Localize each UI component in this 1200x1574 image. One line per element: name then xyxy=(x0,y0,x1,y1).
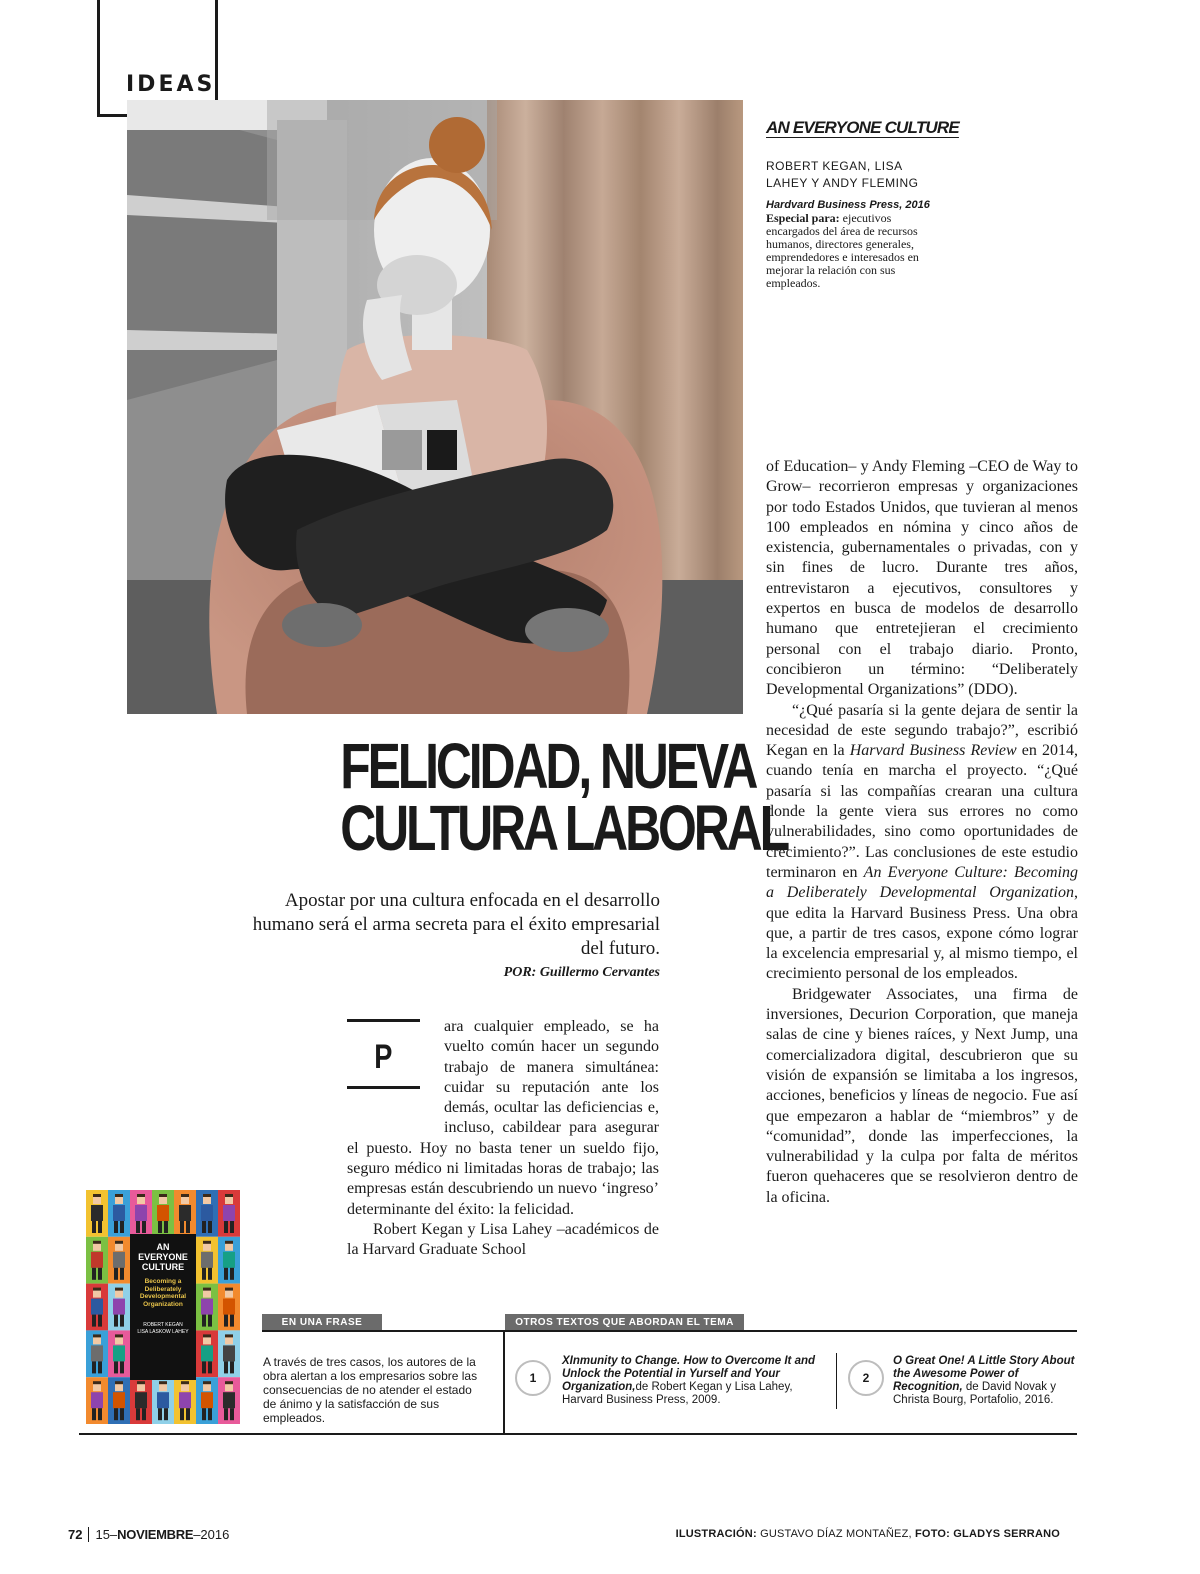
issue-day: 15– xyxy=(95,1527,118,1542)
p3-book-title: An Everyone Culture: Becoming a Deliberately Developmental Organization xyxy=(766,863,1079,902)
p3-text-a: “¿Qué pasaría si la gente dejara de sentir la necesidad de este segundo trabajo?”, escribió Kegan en la xyxy=(766,701,1078,760)
authors-line-2: LAHEY Y ANDY FLEMING xyxy=(766,176,919,190)
bottom-rule-bottom xyxy=(79,1433,1077,1435)
page-number: 72 xyxy=(68,1527,83,1542)
book-title: AN EVERYONE CULTURE xyxy=(766,118,959,137)
cover-title-line-2: EVERYONE xyxy=(138,1252,188,1262)
box-divider xyxy=(503,1330,505,1434)
dropcap-space xyxy=(347,1017,444,1119)
reference-1-title: XInmunity to Change. How to Overcome It and Unlock the Potential in Yurself and Your Organization, xyxy=(562,1355,816,1393)
p3-text-c: , que edita la Harvard Business Press. Una obra que, a partir de tres casos, expone cómo lograr la excelencia empresarial y, al mismo tiempo, el crecimiento personal de los empleados. xyxy=(766,884,1078,983)
otros-textos-label: OTROS TEXTOS QUE ABORDAN EL TEMA xyxy=(505,1314,744,1331)
footer-separator xyxy=(88,1527,89,1542)
cover-text xyxy=(131,1242,195,1336)
body-column-right xyxy=(766,457,1078,1208)
cover-subtitle: Becoming a Deliberately Developmental Organization xyxy=(139,1278,187,1308)
drop-cap: P xyxy=(374,1038,393,1076)
body-paragraph-3 xyxy=(766,701,1078,985)
page-footer-left xyxy=(68,1527,229,1542)
body-paragraph-4: Bridgewater Associates, una firma de inversiones, Decurion Corporation, que maneja salas de cine y bienes raíces, y Next Jump, una comercializadora digital, descubrieron que su visión de expansión se limitaba a los ingresos, acciones, beneficios y líneas de negocio. Fue así que empezaron a hablar de “miembros” y de “comunidad”, donde las imperfecciones, la vulnerabilidad y la culpa por falta de méritos fueron quehaceres que se resolvieron dentro de la oficina. xyxy=(766,985,1078,1206)
body-paragraph-2-start: Robert Kegan y Lisa Lahey –académicos de la Harvard Graduate School xyxy=(347,1220,659,1259)
reference-1-details: de Robert Kegan y Lisa Lahey, Harvard Business Press, 2009. xyxy=(562,1381,793,1406)
bottom-rule-top xyxy=(262,1330,1077,1332)
en-una-frase-label: EN UNA FRASE xyxy=(262,1314,382,1331)
cover-title-line-3: CULTURE xyxy=(141,1262,185,1272)
target-audience-text: ejecutivos encargados del área de recursos humanos, directores generales, emprendedores e interesados en mejorar la relación con sus empleados. xyxy=(766,211,919,290)
cover-title-line-1: AN xyxy=(156,1242,170,1252)
target-audience-label: Especial para: xyxy=(766,211,840,225)
photo-credits xyxy=(676,1528,1060,1540)
credit-label-photo: FOTO: xyxy=(915,1528,951,1540)
credit-name-illustration: GUSTAVO DÍAZ MONTAÑEZ, xyxy=(756,1528,916,1540)
book-publisher: Hardvard Business Press, 2016 xyxy=(766,199,930,211)
book-cover-image xyxy=(86,1190,240,1424)
target-audience xyxy=(766,212,936,290)
ref-number-2: 2 xyxy=(848,1360,884,1396)
p3-hbr-title: Harvard Business Review xyxy=(849,742,1017,760)
credit-label-illustration: ILUSTRACIÓN: xyxy=(675,1528,757,1540)
cover-authors: ROBERT KEGAN LISA LASKOW LAHEY xyxy=(137,1322,189,1335)
book-info-sidebar xyxy=(766,118,959,290)
article-deck: Apostar por una cultura enfocada en el desarrollo humano será el arma secreta para el éxito empresarial del futuro. xyxy=(252,890,660,959)
article-illustration xyxy=(127,100,743,714)
reference-2 xyxy=(893,1355,1075,1407)
reference-2-title: O Great One! A Little Story About the Awesome Power of Recognition, xyxy=(893,1355,1075,1393)
p3-text-b: en 2014, cuando tenía en marcha el proyecto. “¿Qué pasaría si las compañías crearan una cultura donde la gente viera sus errores no como vulnerabilidades, sino como oportunidades de crecimiento?”. Las conclusiones de este estudio terminaron en xyxy=(766,742,1078,881)
ref-number-1: 1 xyxy=(515,1360,551,1396)
body-paragraph-2-cont: of Education– y Andy Fleming –CEO de Way to Grow– recorrieron empresas y organizaciones por todo Estados Unidos, que tuvieran al menos 100 empleados en nómina y cinco años de existencia, gubernamentales o privadas, con y sin fines de lucro. Durante tres años, entrevistaron a ejecutivos, consultores y expertos en busca de modelos de desarrollo humano que entretejieran el crecimiento personal con el trabajo diario. Pronto, concibieron un término: “Deliberately Developmental Organizations” (DDO). xyxy=(766,458,1078,699)
reference-1 xyxy=(562,1355,824,1407)
cover-title xyxy=(131,1242,195,1272)
section-label: IDEAS xyxy=(126,72,216,97)
book-authors xyxy=(766,158,936,192)
issue-year: –2016 xyxy=(193,1527,230,1542)
article-headline xyxy=(340,730,787,864)
article-byline: POR: Guillermo Cervantes xyxy=(503,965,660,980)
issue-month: NOVIEMBRE xyxy=(117,1527,194,1542)
headline-line-2: CULTURA LABORAL xyxy=(340,792,787,864)
body-column-left xyxy=(347,1017,659,1261)
headline-line-1: FELICIDAD, NUEVA xyxy=(340,730,756,802)
body-paragraph-1: ara cualquier empleado, se ha vuelto común hacer un segundo trabajo de manera simultánea: cuidar su reputación ante los demás, ocultar las deficiencias e, incluso, cabildear para asegurar el puesto. Hoy no basta tener un sueldo fijo, seguro médico ni limitadas horas de trabajo; las empresas están descubriendo un nuevo ‘ingreso’ determinante del éxito: la felicidad. xyxy=(347,1018,659,1218)
reference-2-details: de David Novak y Christa Bourg, Portafolio, 2016. xyxy=(893,1381,1056,1406)
en-una-frase-text: A través de tres casos, los autores de la obra alertan a los empresarios sobre las consecuencias de no atender el estado de ánimo y la satisfacción de sus empleados. xyxy=(263,1355,478,1425)
credit-name-photo: GLADYS SERRANO xyxy=(950,1528,1060,1540)
ref-divider xyxy=(836,1353,837,1409)
authors-line-1: ROBERT KEGAN, LISA xyxy=(766,159,903,173)
